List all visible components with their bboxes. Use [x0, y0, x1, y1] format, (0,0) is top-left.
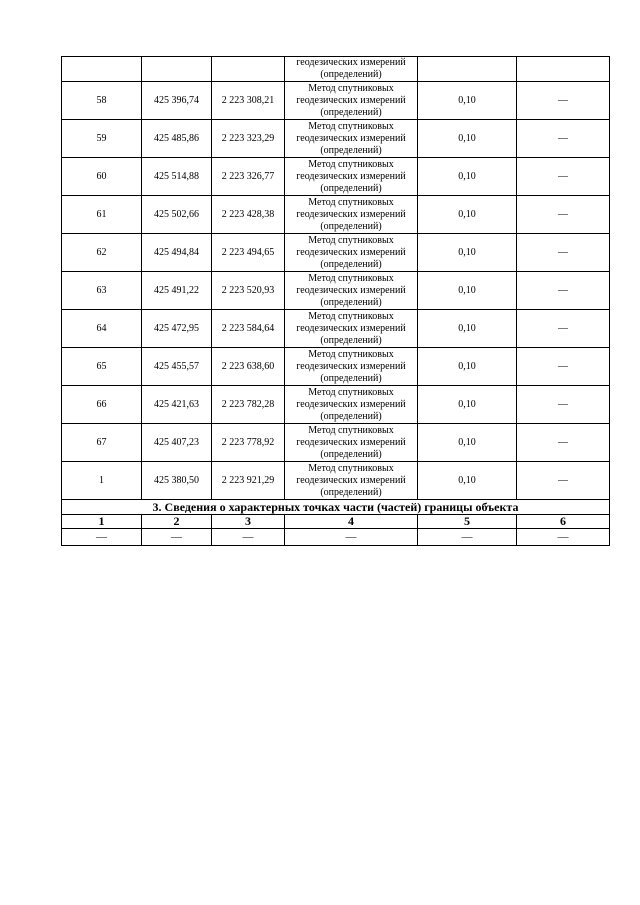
cell-method — [285, 272, 418, 310]
table-row — [62, 348, 610, 386]
cell-accuracy: 0,10 — [418, 234, 517, 272]
column-number: 6 — [517, 515, 610, 529]
cell-y: 2 223 494,65 — [212, 234, 285, 272]
empty-cell: — — [517, 529, 610, 546]
column-number: 3 — [212, 515, 285, 529]
method-line: (определений) — [320, 486, 382, 498]
cell-method — [285, 57, 418, 82]
cell-x: 425 472,95 — [142, 310, 212, 348]
cell-y: 2 223 638,60 — [212, 348, 285, 386]
cell-method — [285, 234, 418, 272]
section-title-row — [62, 500, 610, 515]
cell-point-number: 67 — [62, 424, 142, 462]
cell-point-number: 1 — [62, 462, 142, 500]
cell-accuracy — [418, 57, 517, 82]
cell-accuracy: 0,10 — [418, 196, 517, 234]
cell-accuracy: 0,10 — [418, 424, 517, 462]
cell-accuracy: 0,10 — [418, 310, 517, 348]
method-line: геодезических измерений — [296, 208, 406, 220]
column-number: 1 — [62, 515, 142, 529]
method-line: геодезических измерений — [296, 170, 406, 182]
cell-method — [285, 196, 418, 234]
cell-point-number: 62 — [62, 234, 142, 272]
cell-method — [285, 310, 418, 348]
column-number: 2 — [142, 515, 212, 529]
cell-y: 2 223 326,77 — [212, 158, 285, 196]
cell-method — [285, 424, 418, 462]
method-line: Метод спутниковых — [308, 386, 394, 398]
cell-x: 425 494,84 — [142, 234, 212, 272]
cell-x: 425 514,88 — [142, 158, 212, 196]
method-line: (определений) — [320, 448, 382, 460]
method-line: (определений) — [320, 410, 382, 422]
cell-x: 425 455,57 — [142, 348, 212, 386]
method-line: (определений) — [320, 334, 382, 346]
method-line: Метод спутниковых — [308, 272, 394, 284]
cell-y: 2 223 782,28 — [212, 386, 285, 424]
method-line: Метод спутниковых — [308, 310, 394, 322]
method-line: Метод спутниковых — [308, 462, 394, 474]
cell-description: — — [517, 462, 610, 500]
cell-description: — — [517, 158, 610, 196]
method-line: геодезических измерений — [296, 436, 406, 448]
cell-description: — — [517, 234, 610, 272]
table-row — [62, 272, 610, 310]
column-number: 4 — [285, 515, 418, 529]
method-line: Метод спутниковых — [308, 196, 394, 208]
cell-accuracy: 0,10 — [418, 120, 517, 158]
cell-description — [517, 57, 610, 82]
table-row — [62, 196, 610, 234]
cell-accuracy: 0,10 — [418, 348, 517, 386]
cell-method — [285, 158, 418, 196]
section-3-title: 3. Сведения о характерных точках части (частей) границы объекта — [62, 500, 610, 515]
cell-accuracy: 0,10 — [418, 272, 517, 310]
table-row — [62, 158, 610, 196]
method-line: (определений) — [320, 106, 382, 118]
cell-y: 2 223 520,93 — [212, 272, 285, 310]
method-line: Метод спутниковых — [308, 234, 394, 246]
method-line: геодезических измерений — [296, 398, 406, 410]
method-line: Метод спутниковых — [308, 158, 394, 170]
column-number: 5 — [418, 515, 517, 529]
cell-point-number: 64 — [62, 310, 142, 348]
method-line: Метод спутниковых — [308, 348, 394, 360]
method-line: Метод спутниковых — [308, 424, 394, 436]
cell-method — [285, 462, 418, 500]
method-line: Метод спутниковых — [308, 82, 394, 94]
table-row — [62, 310, 610, 348]
coordinates-table-body — [62, 57, 610, 546]
cell-x: 425 485,86 — [142, 120, 212, 158]
cell-x — [142, 57, 212, 82]
method-line: (определений) — [320, 258, 382, 270]
empty-cell: — — [418, 529, 517, 546]
table-row — [62, 82, 610, 120]
coordinates-table — [61, 56, 610, 546]
method-line: (определений) — [320, 144, 382, 156]
cell-y: 2 223 428,38 — [212, 196, 285, 234]
method-line: (определений) — [320, 69, 382, 80]
cell-x: 425 380,50 — [142, 462, 212, 500]
empty-cell: — — [285, 529, 418, 546]
cell-accuracy: 0,10 — [418, 82, 517, 120]
cell-x: 425 407,23 — [142, 424, 212, 462]
cell-method — [285, 348, 418, 386]
column-number-row — [62, 515, 610, 529]
cell-point-number: 61 — [62, 196, 142, 234]
method-line: геодезических измерений — [296, 57, 406, 68]
method-line: Метод спутниковых — [308, 120, 394, 132]
cell-description: — — [517, 310, 610, 348]
empty-cell: — — [212, 529, 285, 546]
cell-y: 2 223 778,92 — [212, 424, 285, 462]
cell-point-number: 60 — [62, 158, 142, 196]
method-line: геодезических измерений — [296, 322, 406, 334]
cell-y: 2 223 921,29 — [212, 462, 285, 500]
cell-accuracy: 0,10 — [418, 386, 517, 424]
method-line: (определений) — [320, 182, 382, 194]
method-line: геодезических измерений — [296, 246, 406, 258]
cell-accuracy: 0,10 — [418, 158, 517, 196]
method-line: (определений) — [320, 220, 382, 232]
method-line: геодезических измерений — [296, 474, 406, 486]
empty-cell: — — [62, 529, 142, 546]
cell-method — [285, 82, 418, 120]
cell-point-number: 59 — [62, 120, 142, 158]
cell-y: 2 223 308,21 — [212, 82, 285, 120]
cell-point-number: 63 — [62, 272, 142, 310]
cell-description: — — [517, 120, 610, 158]
cell-description: — — [517, 272, 610, 310]
table-row — [62, 424, 610, 462]
empty-cell: — — [142, 529, 212, 546]
cell-accuracy: 0,10 — [418, 462, 517, 500]
table-row-continued — [62, 57, 610, 82]
table-row — [62, 120, 610, 158]
cell-point-number — [62, 57, 142, 82]
cell-x: 425 421,63 — [142, 386, 212, 424]
cell-description: — — [517, 196, 610, 234]
cell-point-number: 66 — [62, 386, 142, 424]
table-row — [62, 462, 610, 500]
cell-x: 425 491,22 — [142, 272, 212, 310]
method-line: геодезических измерений — [296, 360, 406, 372]
method-line: (определений) — [320, 296, 382, 308]
cell-method — [285, 120, 418, 158]
table-row — [62, 386, 610, 424]
cell-description: — — [517, 386, 610, 424]
method-line: геодезических измерений — [296, 132, 406, 144]
cell-description: — — [517, 82, 610, 120]
empty-row — [62, 529, 610, 546]
method-line: геодезических измерений — [296, 284, 406, 296]
cell-description: — — [517, 348, 610, 386]
method-line: (определений) — [320, 372, 382, 384]
cell-description: — — [517, 424, 610, 462]
cell-y: 2 223 584,64 — [212, 310, 285, 348]
method-line: геодезических измерений — [296, 94, 406, 106]
cell-method — [285, 386, 418, 424]
cell-x: 425 502,66 — [142, 196, 212, 234]
cell-y — [212, 57, 285, 82]
cell-point-number: 58 — [62, 82, 142, 120]
cell-point-number: 65 — [62, 348, 142, 386]
table-row — [62, 234, 610, 272]
cell-y: 2 223 323,29 — [212, 120, 285, 158]
cell-x: 425 396,74 — [142, 82, 212, 120]
